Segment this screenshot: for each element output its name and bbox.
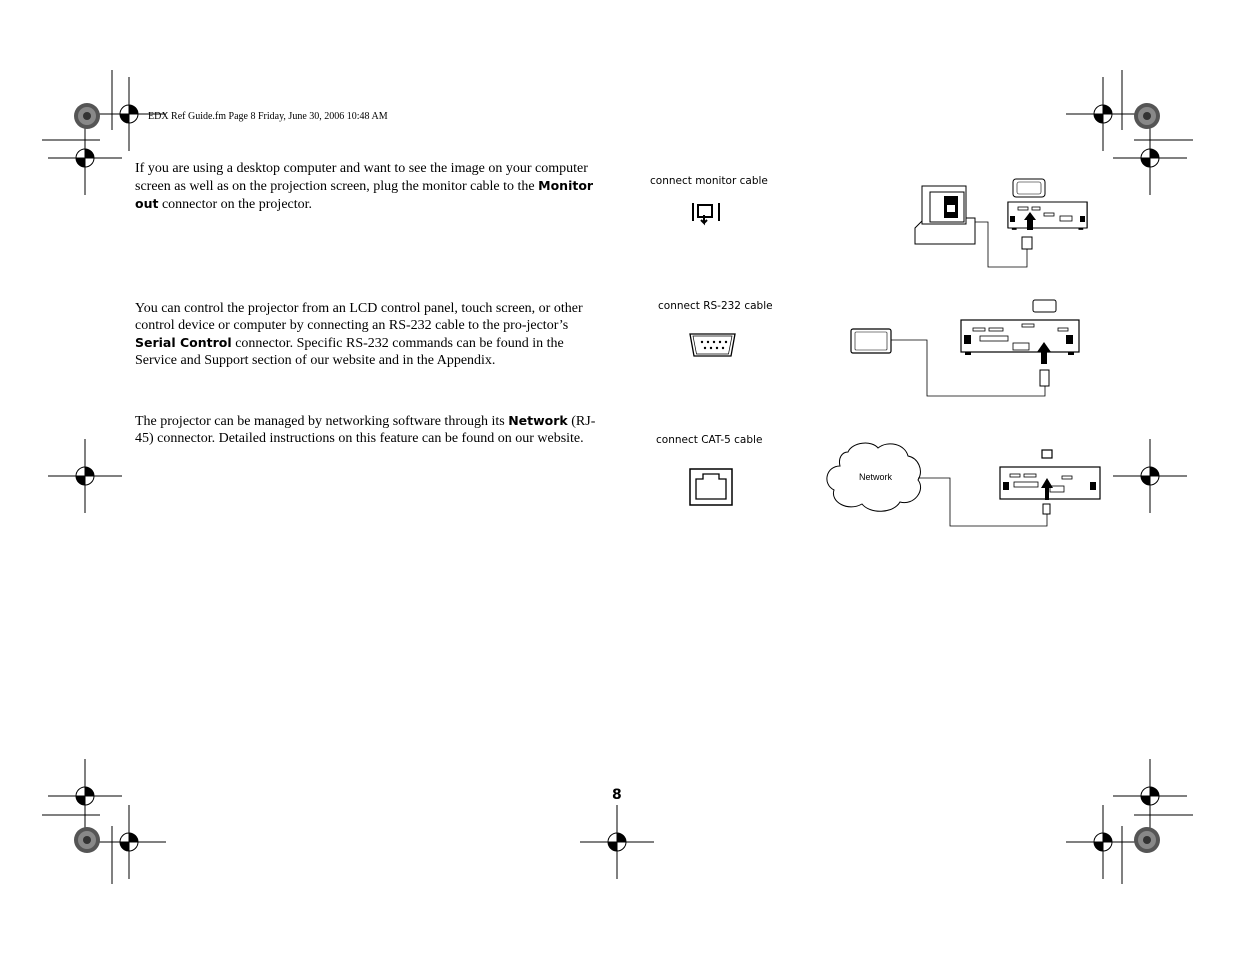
desktop-computer-icon: [915, 186, 975, 244]
star-target-top-right-icon: [1134, 103, 1160, 129]
projector-rear-icon: [961, 320, 1079, 352]
registration-mark-left-middle-icon: [48, 439, 122, 513]
serial-connector-icon: [690, 334, 735, 356]
projector-rear-icon: [1008, 202, 1087, 228]
registration-mark-left-lower-icon: [48, 759, 122, 833]
connector-name: Serial Control: [135, 335, 232, 350]
star-target-bottom-right-icon: [1134, 827, 1160, 853]
connector-name: Network: [508, 413, 568, 428]
registration-mark-bottom-center-icon: [580, 805, 654, 879]
monitor-caption: connect monitor cable: [650, 175, 768, 187]
vga-port-detail-icon: [1013, 179, 1045, 197]
monitor-connection-diagram: [915, 179, 1087, 267]
page-number: 8: [612, 787, 622, 803]
control-panel-icon: [851, 329, 891, 353]
running-header: EDX Ref Guide.fm Page 8 Friday, June 30, 2006 10:48 AM: [148, 111, 388, 122]
network-connection-diagram: [827, 443, 1100, 526]
cable-plug-icon: [1040, 370, 1049, 386]
paragraph-text: connector on the projector.: [158, 197, 313, 212]
rs232-connection-diagram: [851, 300, 1079, 396]
paragraph-text: You can control the projector from an LCD control panel, touch screen, or other control device or computer by connecting an RS-232 cable to the pro-jector’s: [135, 301, 583, 333]
cable-plug-icon: [1022, 237, 1032, 249]
paragraph-text: connector. Specific RS-232 commands can be found in the Service and Support section of our website and in the Appendix.: [135, 336, 564, 368]
registration-mark-left-upper-icon: [48, 121, 122, 195]
cat5-caption: connect CAT-5 cable: [656, 434, 763, 446]
registration-mark-right-upper-icon: [1113, 121, 1187, 195]
paragraph-text: (RJ-45) connector. Detailed instructions on this feature can be found on our website.: [135, 414, 596, 446]
star-target-top-left-icon: [74, 103, 100, 129]
star-target-bottom-left-icon: [74, 827, 100, 853]
registration-mark-top-left-icon: [92, 77, 166, 151]
monitor-out-icon: [693, 203, 719, 223]
cable-plug-icon: [1043, 504, 1050, 514]
connector-name: Monitor out: [135, 178, 594, 211]
registration-mark-top-right-icon: [1066, 77, 1140, 151]
rj45-port-detail-icon: [1042, 450, 1052, 458]
paragraph-text: The projector can be managed by networking software through its: [135, 414, 509, 429]
serial-port-detail-icon: [1033, 300, 1056, 312]
rs232-caption: connect RS-232 cable: [658, 300, 773, 312]
registration-mark-right-lower-icon: [1113, 759, 1187, 833]
network-cloud-label: Network: [859, 472, 893, 482]
registration-mark-bottom-left-icon: [92, 805, 166, 879]
registration-mark-right-middle-icon: [1113, 439, 1187, 513]
paragraph-text: If you are using a desktop computer and want to see the image on your computer screen as well as on the projection screen, plug the monitor cable to the: [135, 161, 588, 194]
rj45-connector-icon: [690, 469, 732, 505]
registration-mark-bottom-right-icon: [1066, 805, 1140, 879]
